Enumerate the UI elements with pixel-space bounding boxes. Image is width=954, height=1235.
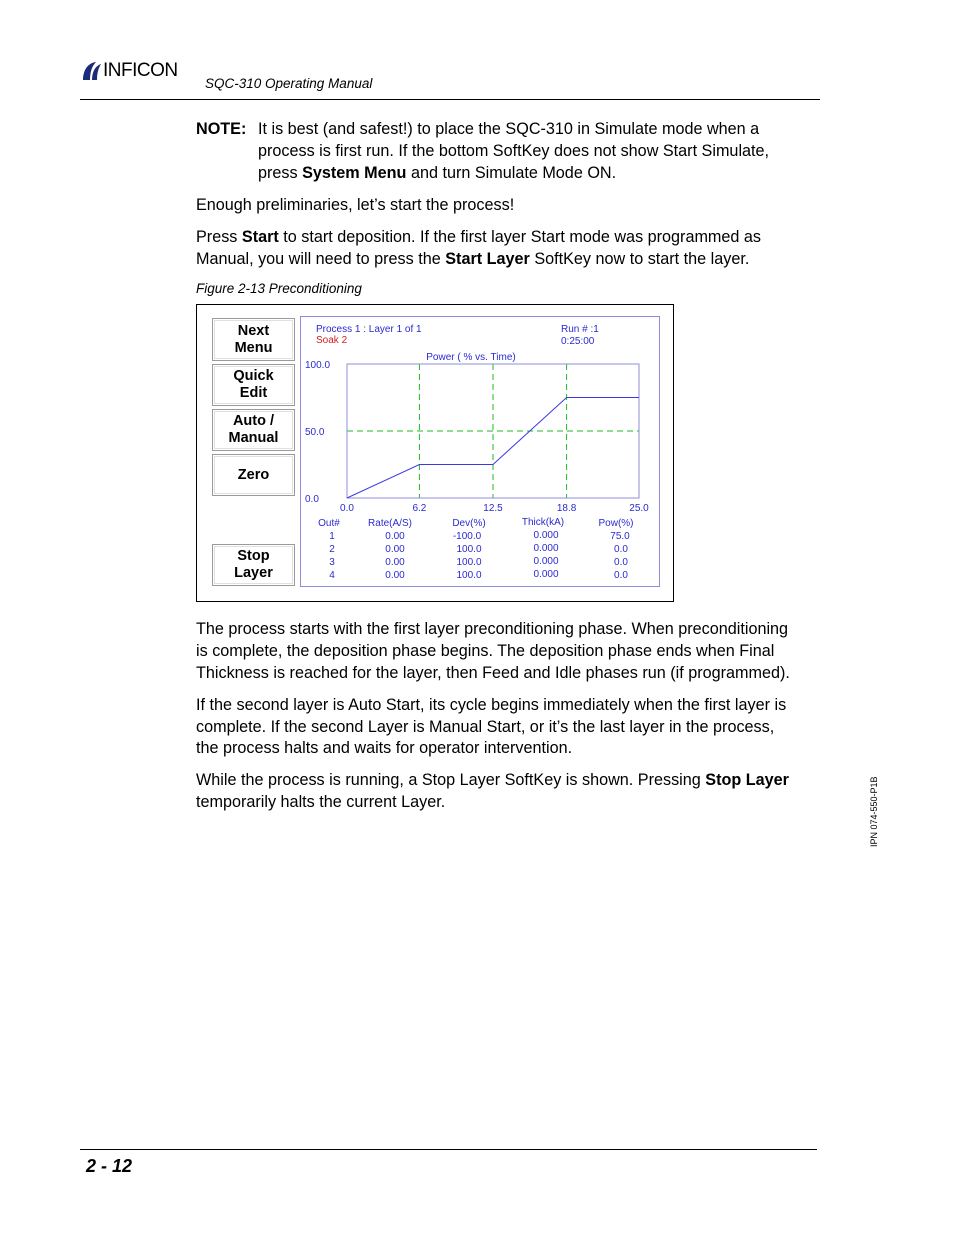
note-label: NOTE: bbox=[196, 120, 247, 138]
table-cell: 0.00 bbox=[385, 570, 405, 581]
table-cell: 75.0 bbox=[610, 531, 630, 542]
paragraph-process-line-1: The process starts with the first layer preconditioning phase. When preconditioning bbox=[196, 620, 789, 638]
paragraph-process-line-2: is complete, the deposition phase begins. The deposition phase ends when Final bbox=[196, 642, 775, 660]
paragraph-stop-layer-line-2: temporarily halts the current Layer. bbox=[196, 793, 446, 811]
table-cell: 0.000 bbox=[533, 569, 559, 580]
note-line-1: It is best (and safest!) to place the SQC-310 in Simulate mode when a bbox=[258, 120, 760, 138]
table-cell: 0.000 bbox=[533, 543, 559, 554]
table-header: Rate(A/S) bbox=[368, 518, 412, 529]
table-header: Pow(%) bbox=[598, 518, 634, 529]
elapsed-time: 0:25:00 bbox=[561, 336, 595, 347]
power-chart bbox=[300, 346, 660, 516]
inficon-logo-mark bbox=[80, 60, 102, 82]
x-tick-label: 0.0 bbox=[340, 503, 354, 514]
header-rule bbox=[80, 99, 820, 100]
table-cell: 0.000 bbox=[533, 556, 559, 567]
chart-title: Power ( % vs. Time) bbox=[426, 352, 516, 363]
page-number: 2 - 12 bbox=[86, 1156, 133, 1176]
start-layer-term: Start Layer bbox=[445, 250, 530, 268]
x-tick-label: 6.2 bbox=[412, 503, 427, 514]
figure-caption: Figure 2-13 Preconditioning bbox=[196, 281, 362, 296]
softkey-stop-layer[interactable]: Stop Layer bbox=[212, 544, 295, 586]
table-cell: 4 bbox=[329, 570, 335, 581]
table-cell: 1 bbox=[329, 531, 335, 542]
logo-text: INFICON bbox=[103, 60, 178, 81]
note-line-3: press System Menu and turn Simulate Mode ON. bbox=[258, 164, 617, 182]
paragraph-preliminaries: Enough preliminaries, let’s start the process! bbox=[196, 196, 515, 214]
softkey-auto-manual[interactable]: Auto / Manual bbox=[212, 409, 295, 451]
footer-rule bbox=[80, 1149, 817, 1150]
table-header: Thick(kA) bbox=[521, 517, 565, 528]
paragraph-second-layer-line-2: complete. If the second Layer is Manual Start, or it’s the last layer in the process, bbox=[196, 718, 775, 736]
table-cell: 100.0 bbox=[456, 570, 482, 581]
paragraph-second-layer-line-3: the process halts and waits for operator intervention. bbox=[196, 739, 573, 757]
paragraph-second-layer-line-1: If the second layer is Auto Start, its cycle begins immediately when the first layer is bbox=[196, 696, 787, 714]
table-cell: 0.00 bbox=[385, 544, 405, 555]
table-header: Out# bbox=[318, 518, 340, 529]
note-line-2: process is first run. If the bottom SoftKey does not show Start Simulate, bbox=[258, 142, 770, 160]
y-tick-label: 50.0 bbox=[305, 427, 325, 438]
table-cell: 0.0 bbox=[614, 557, 628, 568]
run-number: Run # :1 bbox=[561, 324, 599, 335]
table-cell: 0.00 bbox=[385, 557, 405, 568]
x-tick-label: 25.0 bbox=[629, 503, 649, 514]
paragraph-process-line-3: Thickness is reached for the layer, then Feed and Idle phases run (if programmed). bbox=[196, 664, 790, 682]
x-tick-label: 18.8 bbox=[556, 503, 577, 514]
process-status: Process 1 : Layer 1 of 1 bbox=[316, 324, 422, 335]
system-menu-term: System Menu bbox=[302, 164, 407, 182]
manual-title: SQC-310 Operating Manual bbox=[205, 76, 373, 91]
start-term: Start bbox=[241, 228, 279, 246]
paragraph-start-line-1: Press Start to start deposition. If the first layer Start mode was programmed as bbox=[196, 228, 762, 246]
y-tick-label: 100.0 bbox=[305, 360, 331, 371]
paragraph-stop-layer-line-1: While the process is running, a Stop Layer SoftKey is shown. Pressing Stop Layer bbox=[196, 771, 789, 789]
table-cell: 2 bbox=[329, 544, 335, 555]
softkey-quick-edit[interactable]: Quick Edit bbox=[212, 364, 295, 406]
table-cell: 0.000 bbox=[533, 530, 559, 541]
y-tick-label: 0.0 bbox=[305, 494, 319, 505]
table-cell: 3 bbox=[329, 557, 335, 568]
phase-status: Soak 2 bbox=[316, 335, 348, 346]
table-header: Dev(%) bbox=[452, 518, 486, 529]
table-cell: 0.0 bbox=[614, 570, 628, 581]
softkey-zero[interactable]: Zero bbox=[212, 454, 295, 496]
table-cell: -100.0 bbox=[452, 531, 482, 542]
table-cell: 0.00 bbox=[385, 531, 405, 542]
softkey-next-menu[interactable]: Next Menu bbox=[212, 318, 295, 361]
x-tick-label: 12.5 bbox=[483, 503, 503, 514]
table-cell: 100.0 bbox=[456, 544, 482, 555]
table-cell: 100.0 bbox=[456, 557, 482, 568]
stop-layer-term: Stop Layer bbox=[705, 771, 789, 789]
inficon-logo bbox=[80, 60, 178, 82]
table-cell: 0.0 bbox=[614, 544, 628, 555]
paragraph-start-line-2: Manual, you will need to press the Start Layer SoftKey now to start the layer. bbox=[196, 250, 750, 268]
document-code: IPN 074-550-P1B bbox=[869, 776, 879, 847]
